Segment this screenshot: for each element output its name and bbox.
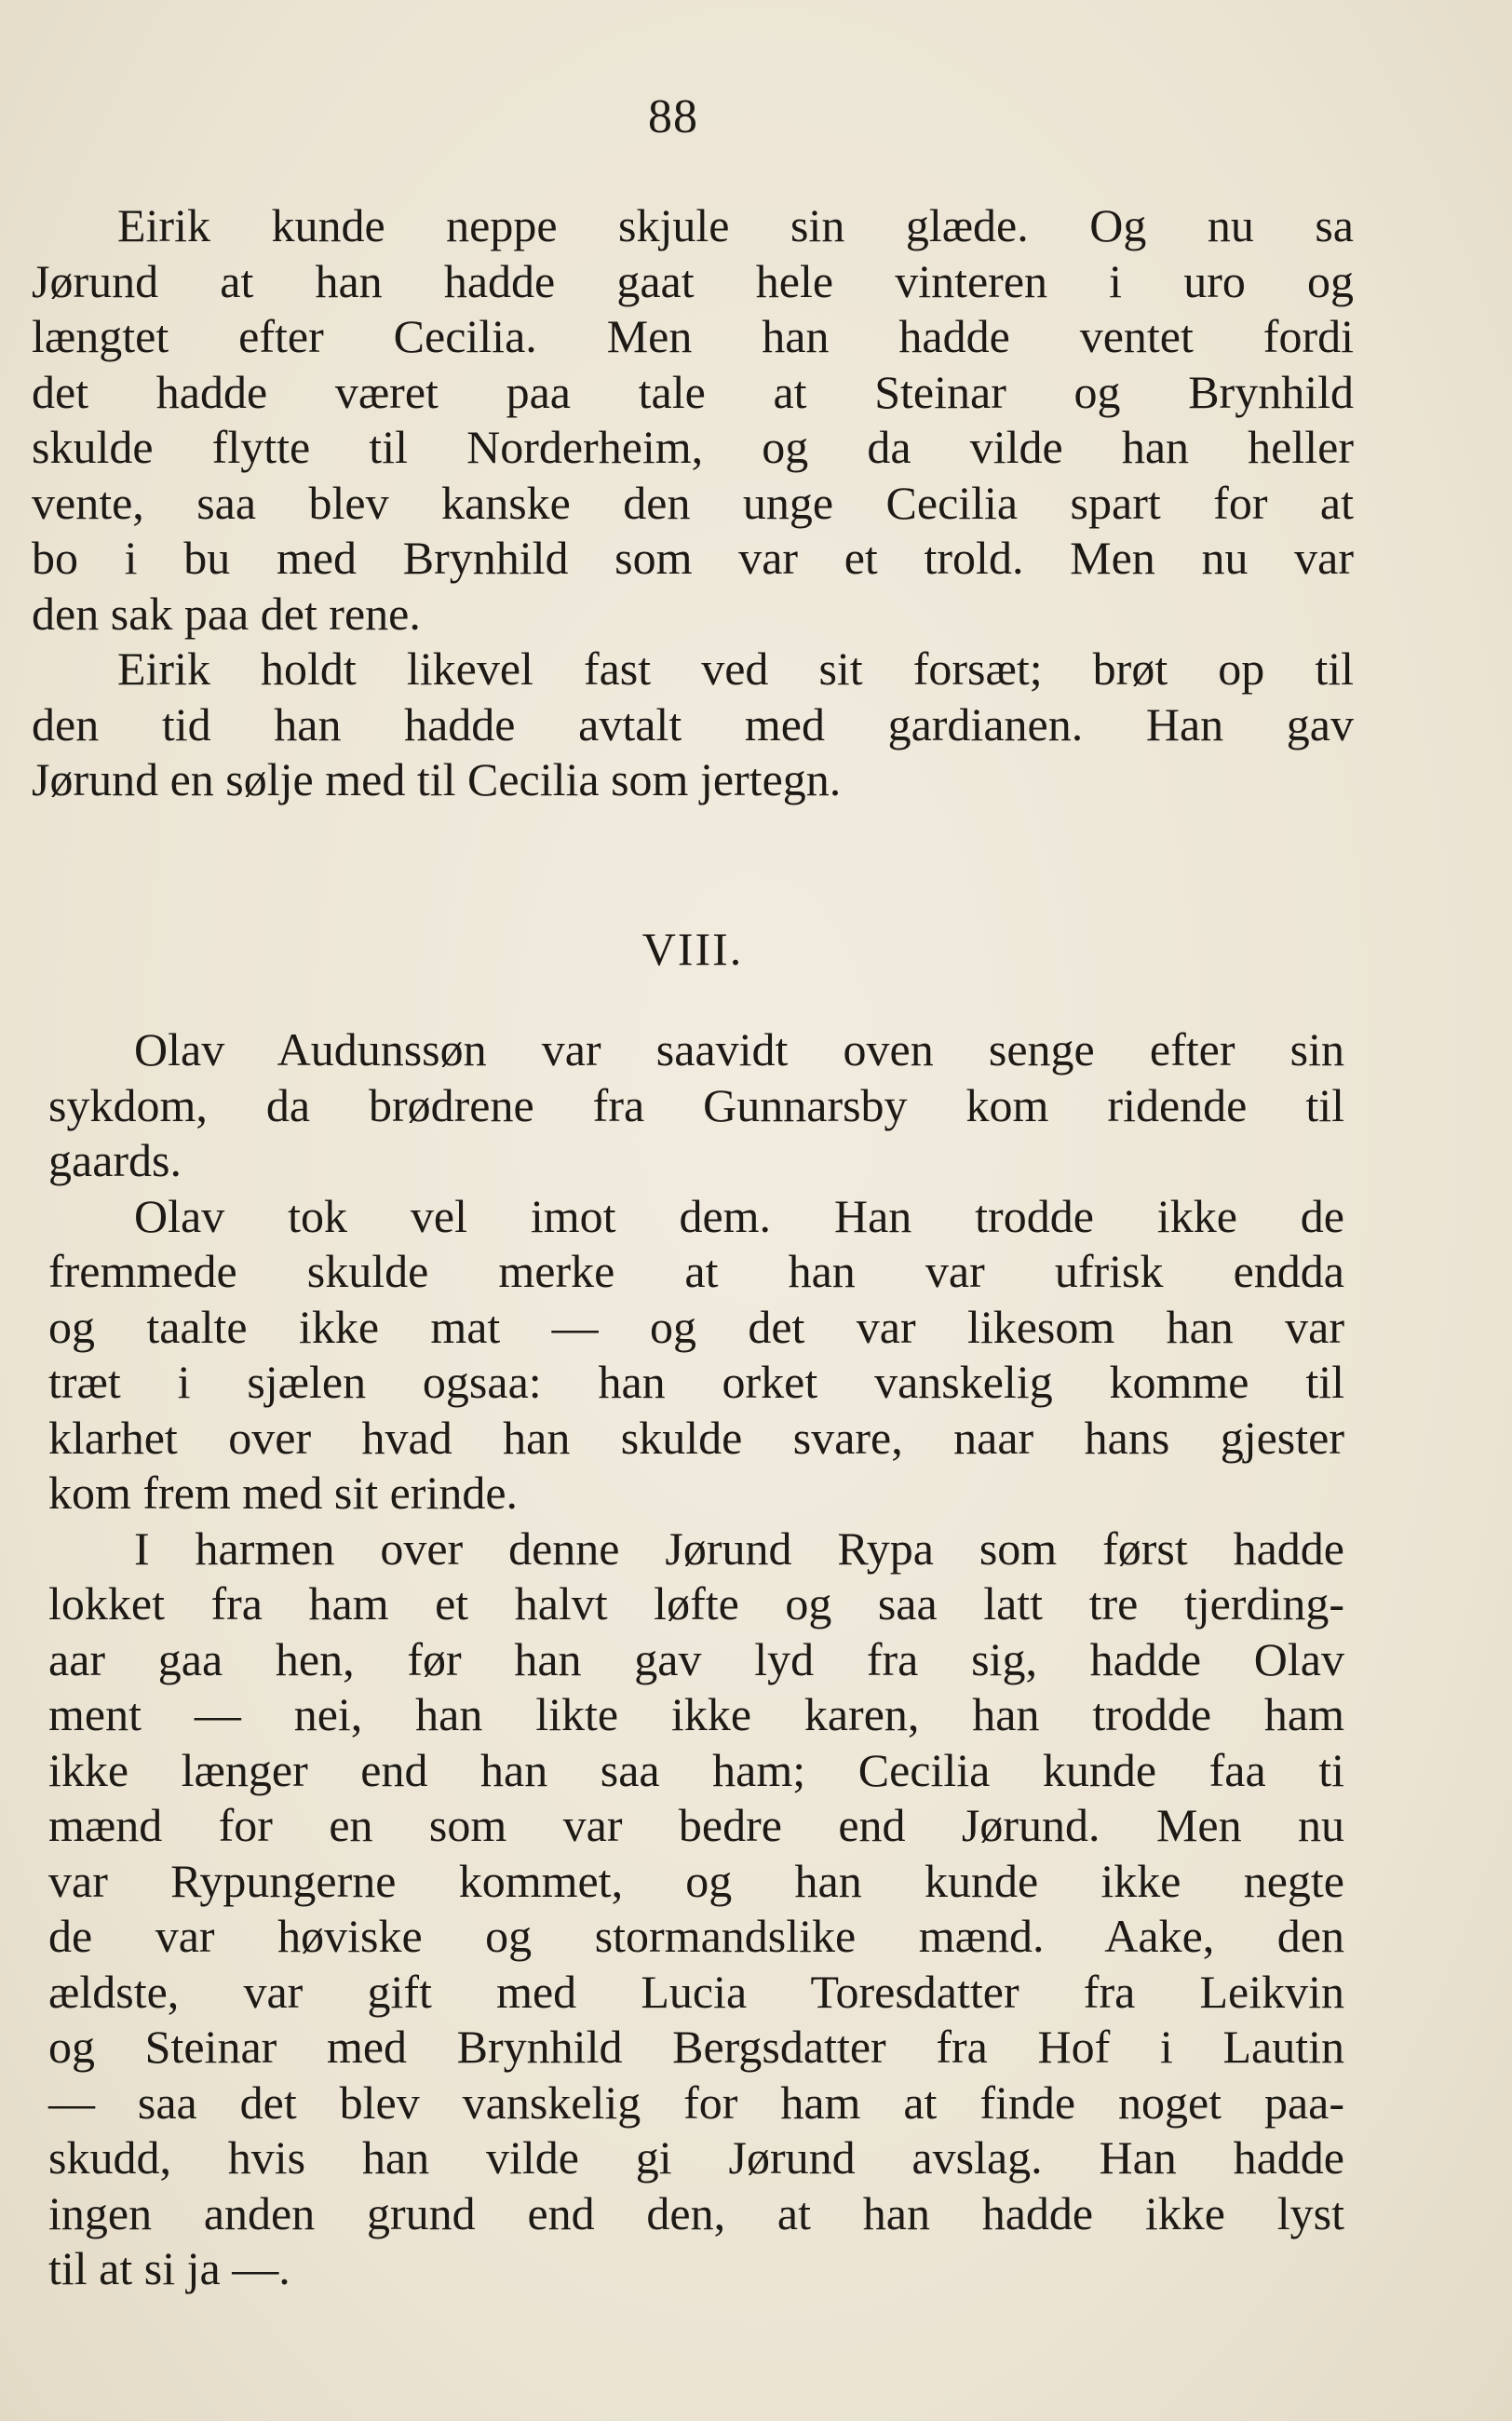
text-line: Eirik kunde neppe skjule sin glæde. Og nu sa: [117, 199, 1354, 251]
section-heading: VIII.: [641, 923, 744, 975]
page-number: 88: [648, 90, 698, 143]
text-line: længtet efter Cecilia. Men han hadde ventet fordi: [32, 310, 1354, 362]
text-line: klarhet over hvad han skulde svare, naar hans gjester: [48, 1411, 1344, 1464]
text-line: skulde flytte til Norderheim, og da vilde han heller: [32, 421, 1354, 473]
text-line: skudd, hvis han vilde gi Jørund avslag. Han hadde: [48, 2131, 1344, 2184]
text-line: og Steinar med Brynhild Bergsdatter fra Hof i Lautin: [48, 2021, 1344, 2073]
text-line: aar gaa hen, før han gav lyd fra sig, hadde Olav: [48, 1632, 1344, 1685]
text-line: ment — nei, han likte ikke karen, han trodde ham: [48, 1688, 1344, 1740]
text-line: I harmen over denne Jørund Rypa som først hadde: [134, 1522, 1344, 1575]
text-line: fremmede skulde merke at han var ufrisk endda: [48, 1245, 1344, 1297]
text-line: ældste, var gift med Lucia Toresdatter fra Leikvin: [48, 1965, 1344, 2018]
text-line: de var høviske og stormandslike mænd. Aake, den: [48, 1910, 1344, 1962]
text-line: Eirik holdt likevel fast ved sit forsæt; brøt op til: [117, 642, 1354, 695]
text-line: træt i sjælen ogsaa: han orket vanskelig komme til: [48, 1356, 1344, 1408]
text-line: sykdom, da brødrene fra Gunnarsby kom ridende til: [48, 1078, 1344, 1131]
text-block-part2: [48, 1022, 1344, 2297]
text-line: Jørund at han hadde gaat hele vinteren i uro og: [32, 254, 1354, 307]
text-line: ikke længer end han saa ham; Cecilia kunde faa ti: [48, 1743, 1344, 1796]
text-line: Jørund en sølje med til Cecilia som jertegn.: [32, 753, 842, 805]
text-line: og taalte ikke mat — og det var likesom han var: [48, 1300, 1344, 1353]
section-heading-block: [32, 913, 1354, 985]
text-line: det hadde været paa tale at Steinar og Brynhild: [32, 365, 1354, 418]
text-line: ingen anden grund end den, at han hadde ikke lyst: [48, 2186, 1344, 2239]
text-line: kom frem med sit erinde.: [48, 1467, 519, 1519]
text-line: Olav Audunssøn var saavidt oven senge efter sin: [134, 1023, 1344, 1075]
text-line: vente, saa blev kanske den unge Cecilia spart for at: [32, 476, 1354, 529]
text-line: var Rypungerne kommet, og han kunde ikke negte: [48, 1854, 1344, 1907]
text-line: bo i bu med Brynhild som var et trold. Men nu var: [32, 532, 1354, 584]
text-line: Olav tok vel imot dem. Han trodde ikke de: [134, 1189, 1344, 1242]
text-line: — saa det blev vanskelig for ham at finde noget paa-: [48, 2076, 1344, 2129]
text-block-part1: [32, 198, 1354, 808]
text-line: lokket fra ham et halvt løfte og saa latt tre tjerding-: [48, 1577, 1344, 1630]
text-line: den sak paa det rene.: [32, 587, 421, 640]
text-line: til at si ja —.: [48, 2242, 290, 2294]
text-line: gaards.: [48, 1134, 182, 1186]
text-line: mænd for en som var bedre end Jørund. Men nu: [48, 1799, 1344, 1851]
text-line: den tid han hadde avtalt med gardianen. Han gav: [32, 697, 1354, 751]
